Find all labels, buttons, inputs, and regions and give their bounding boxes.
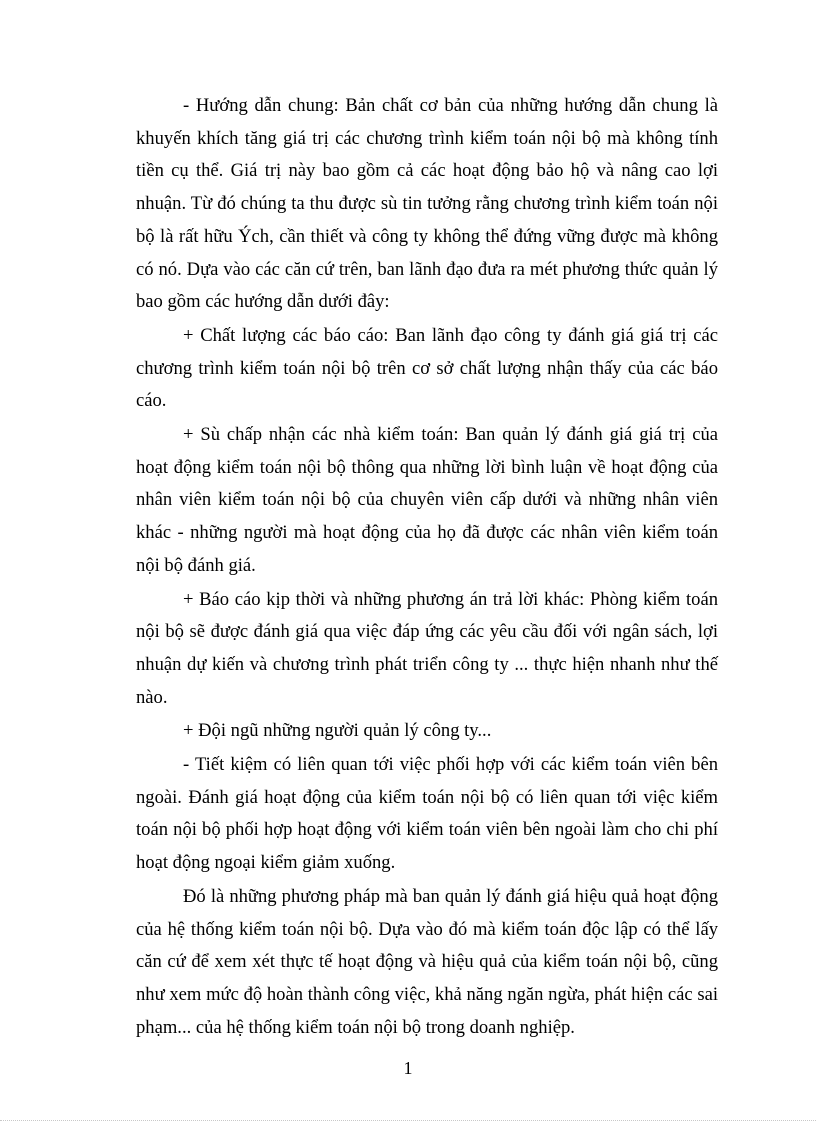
paragraph-report-quality: + Chất lượng các báo cáo: Ban lãnh đạo công ty đánh giá giá trị các chương trình kiểm toán nội bộ trên cơ sở chất lượng nhận thấy của các báo cáo. — [136, 324, 718, 412]
paragraph-general-guidance: - Hướng dẫn chung: Bản chất cơ bản của những hướng dẫn chung là khuyến khích tăng giá trị các chương trình kiểm toán nội bộ mà không tính tiền cụ thể. Giá trị này bao gồm cả các hoạt động bảo hộ và nâng cao lợi nhuận. Từ đó chúng ta thu được sù tin tưởng rằng chương trình kiểm toán nội bộ là rất hữu Ých, cần thiết và công ty không thể đứng vững được mà không có nó. Dựa vào các căn cứ trên, ban lãnh đạo đưa ra mét phương thức quản lý bao gồm các hướng dẫn dưới đây: — [136, 95, 718, 313]
body-text — [136, 90, 718, 1045]
page-number: 1 — [403, 1058, 413, 1078]
paragraph-timely-reporting: + Báo cáo kịp thời và những phương án trả lời khác: Phòng kiểm toán nội bộ sẽ được đánh giá qua việc đáp ứng các yêu cầu đối với ngân sách, lợi nhuận dự kiến và chương trình phát triển công ty ... thực hiện nhanh như thế nào. — [136, 588, 718, 708]
paragraph-conclusion: Đó là những phương pháp mà ban quản lý đánh giá hiệu quả hoạt động của hệ thống kiểm toán nội bộ. Dựa vào đó mà kiểm toán độc lập có thể lấy căn cứ để xem xét thực tế hoạt động và hiệu quả của kiểm toán nội bộ, cũng như xem mức độ hoàn thành công việc, khả năng ngăn ngừa, phát hiện các sai phạm... của hệ thống kiểm toán nội bộ trong doanh nghiệp. — [136, 885, 718, 1038]
paragraph-auditor-acceptance: + Sù chấp nhận các nhà kiểm toán: Ban quản lý đánh giá giá trị của hoạt động kiểm toán nội bộ thông qua những lời bình luận về hoạt động của nhân viên kiểm toán nội bộ của chuyên viên cấp dưới và những nhân viên khác - những người mà hoạt động của họ đã được các nhân viên kiểm toán nội bộ đánh giá. — [136, 424, 718, 576]
paragraph-management-team: + Đội ngũ những người quản lý công ty... — [183, 720, 492, 742]
page-bottom-divider — [0, 1120, 816, 1121]
paragraph-cost-savings: - Tiết kiệm có liên quan tới việc phối hợp với các kiểm toán viên bên ngoài. Đánh giá hoạt động của kiểm toán nội bộ có liên quan tới việc kiểm toán nội bộ phối hợp hoạt động với kiểm toán viên bên ngoài làm cho chi phí hoạt động ngoại kiểm giảm xuống. — [136, 754, 718, 874]
